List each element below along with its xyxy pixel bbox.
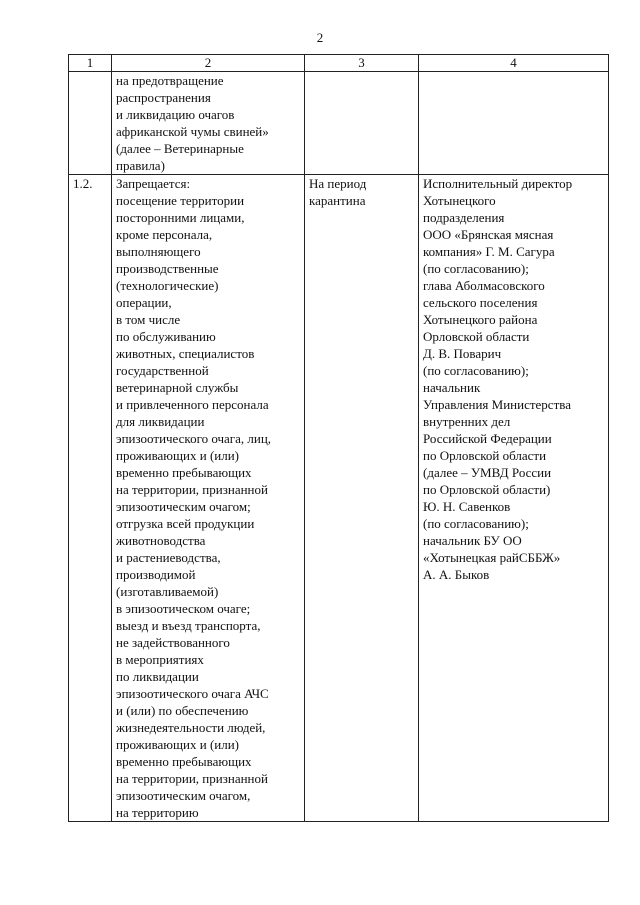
text-line: и (или) по обеспечению <box>116 703 249 718</box>
text-line: и ликвидацию очагов <box>116 107 235 122</box>
page-number: 2 <box>316 30 324 45</box>
text-line: государственной <box>116 363 209 378</box>
text-line: в эпизоотическом очаге; <box>116 601 251 616</box>
text-line: для ликвидации <box>116 414 205 429</box>
text-line: эпизоотическим очагом; <box>116 499 251 514</box>
text-line: африканской чумы свиней» <box>116 124 269 139</box>
text-line: жизнедеятельности людей, <box>116 720 266 735</box>
text-line: производственные <box>116 261 219 276</box>
text-line: Ю. Н. Савенков <box>423 499 511 514</box>
text-line: по Орловской области <box>423 448 547 463</box>
text-line: «Хотынецкая райСББЖ» <box>423 550 561 565</box>
text-line: эпизоотического очага, лиц, <box>116 431 272 446</box>
text-line: проживающих и (или) <box>116 448 240 463</box>
header-cell-1: 1 <box>69 55 112 72</box>
text-line: на территории, признанной <box>116 771 268 786</box>
text-line: Хотынецкого <box>423 193 496 208</box>
text-line: карантина <box>309 193 366 208</box>
text-line: по обслуживанию <box>116 329 216 344</box>
text-line: на предотвращение <box>116 73 224 88</box>
text-line: в мероприятиях <box>116 652 204 667</box>
text-line: Орловской области <box>423 329 530 344</box>
text-line: (изготавливаемой) <box>116 584 219 599</box>
text-line: эпизоотическим очагом, <box>116 788 251 803</box>
text-line: начальник <box>423 380 481 395</box>
period-cell <box>305 72 419 175</box>
text-line: по Орловской области) <box>423 482 551 497</box>
text-line: производимой <box>116 567 196 582</box>
text-line: Д. В. Поварич <box>423 346 502 361</box>
text-line: проживающих и (или) <box>116 737 240 752</box>
text-line: кроме персонала, <box>116 227 213 242</box>
text-line: Исполнительный директор <box>423 176 573 191</box>
text-line: отгрузка всей продукции <box>116 516 255 531</box>
text-line: на территории, признанной <box>116 482 268 497</box>
measure-cell <box>112 72 305 175</box>
text-line: правила) <box>116 158 165 173</box>
header-cell-3: 3 <box>305 55 419 72</box>
text-line: (по согласованию); <box>423 516 529 531</box>
header-cell-4: 4 <box>419 55 609 72</box>
row-number-cell <box>69 72 112 175</box>
text-line: глава Аболмасовского <box>423 278 545 293</box>
text-line: Запрещается: <box>116 176 191 191</box>
measure-cell <box>112 175 305 822</box>
text-line: на территорию <box>116 805 199 820</box>
text-line: сельского поселения <box>423 295 538 310</box>
table-header-row <box>69 55 609 72</box>
text-line: начальник БУ ОО <box>423 533 522 548</box>
text-line: На период <box>309 176 367 191</box>
text-line: животных, специалистов <box>116 346 255 361</box>
table-row-continuation <box>69 72 609 175</box>
text-line: эпизоотического очага АЧС <box>116 686 269 701</box>
text-line: подразделения <box>423 210 505 225</box>
text-line: Хотынецкого района <box>423 312 538 327</box>
period-cell <box>305 175 419 822</box>
text-line: временно пребывающих <box>116 465 252 480</box>
row-number-cell: 1.2. <box>69 175 112 822</box>
measures-table <box>68 54 609 822</box>
text-line: внутренних дел <box>423 414 511 429</box>
text-line: выезд и въезд транспорта, <box>116 618 261 633</box>
text-line: ООО «Брянская мясная <box>423 227 554 242</box>
text-line: временно пребывающих <box>116 754 252 769</box>
text-line: ветеринарной службы <box>116 380 239 395</box>
text-line: в том числе <box>116 312 181 327</box>
text-line: распространения <box>116 90 211 105</box>
responsible-cell <box>419 72 609 175</box>
text-line: (далее – УМВД России <box>423 465 552 480</box>
text-line: операции, <box>116 295 172 310</box>
text-line: (технологические) <box>116 278 219 293</box>
text-line: не задействованного <box>116 635 230 650</box>
text-line: животноводства <box>116 533 206 548</box>
text-line: и растениеводства, <box>116 550 221 565</box>
text-line: (по согласованию); <box>423 363 529 378</box>
text-line: А. А. Быков <box>423 567 490 582</box>
text-line: (по согласованию); <box>423 261 529 276</box>
text-line: посещение территории <box>116 193 245 208</box>
text-line: Российской Федерации <box>423 431 552 446</box>
text-line: выполняющего <box>116 244 201 259</box>
text-line: посторонними лицами, <box>116 210 245 225</box>
text-line: по ликвидации <box>116 669 199 684</box>
text-line: и привлеченного персонала <box>116 397 269 412</box>
header-cell-2: 2 <box>112 55 305 72</box>
text-line: компания» Г. М. Сагура <box>423 244 555 259</box>
text-line: Управления Министерства <box>423 397 571 412</box>
responsible-cell <box>419 175 609 822</box>
text-line: (далее – Ветеринарные <box>116 141 244 156</box>
table-row-1-2 <box>69 175 609 822</box>
